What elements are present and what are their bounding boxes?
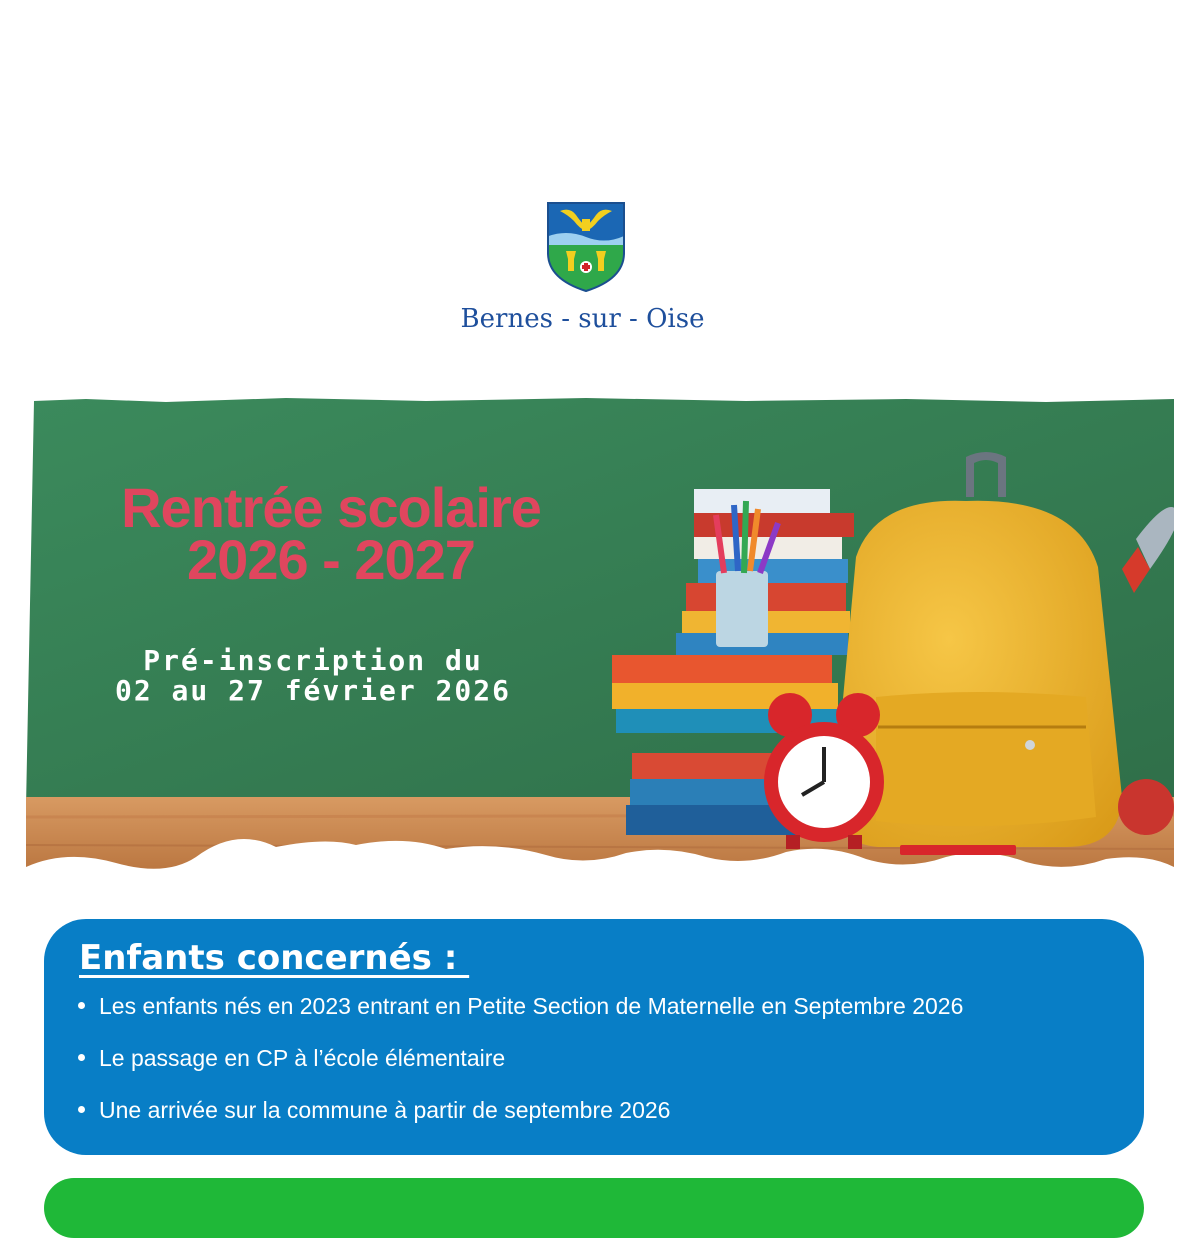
preinscription-dates xyxy=(56,646,570,706)
title-line-1: Rentrée scolaire xyxy=(121,476,541,539)
preinscription-line-2: 02 au 27 février 2026 xyxy=(114,674,511,707)
list-item-text: Le passage en CP à l’école élémentaire xyxy=(99,1045,506,1071)
list-item-text: Les enfants nés en 2023 entrant en Petite Section de Maternelle en Septembre 2026 xyxy=(99,993,964,1019)
list-item xyxy=(78,990,963,1042)
next-section-card xyxy=(44,1178,1144,1238)
bullet-icon xyxy=(78,1106,85,1113)
bullet-icon xyxy=(78,1054,85,1061)
concerned-children-heading: Enfants concernés : xyxy=(79,938,470,978)
list-item-text: Une arrivée sur la commune à partir de septembre 2026 xyxy=(99,1097,671,1123)
list-item xyxy=(78,1042,963,1094)
title-line-2: 2026 - 2027 xyxy=(187,528,475,591)
list-item xyxy=(78,1094,963,1146)
banner-title xyxy=(56,476,606,591)
bullet-icon xyxy=(78,1002,85,1009)
coat-of-arms-logo xyxy=(546,201,626,293)
preinscription-line-1: Pré-inscription du xyxy=(143,644,483,677)
commune-name: Bernes - sur - Oise xyxy=(460,304,705,334)
concerned-children-list xyxy=(78,990,963,1146)
